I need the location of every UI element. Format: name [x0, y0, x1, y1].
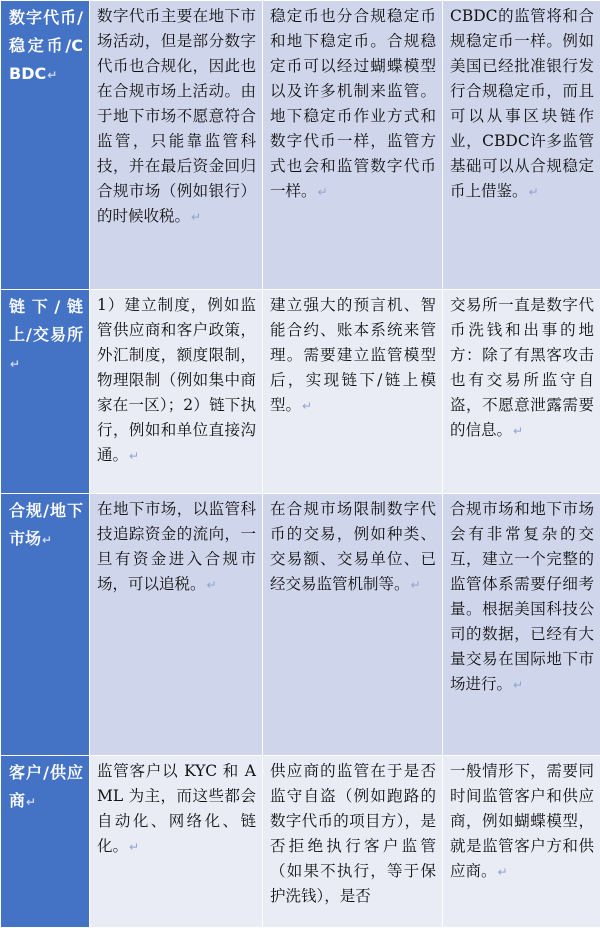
cell-text: 数字代币主要在地下市场活动，但是部分数字代币也合规化，因此也在合规市场上活动。由于地下市场不愿意符合监管，只能靠监管科技，并在最后资金回归合规市场（例如银行）的时候收税。	[97, 7, 256, 225]
cell-text: 监管客户以 KYC 和 AML 为主，而这些都会自动化、网络化、链化。	[97, 762, 256, 855]
cell-text: 1）建立制度，例如监管供应商和客户政策，外汇制度，额度限制，物理限制（例如集中商家在一区）；2）链下执行，例如和单位直接沟通。	[97, 296, 256, 464]
table-row	[1, 494, 600, 756]
row-header	[1, 756, 90, 928]
row-header-text: 客户/供应商	[9, 763, 83, 810]
table-cell	[263, 756, 443, 928]
cell-text: 建立强大的预言机、智能合约、账本系统来管理。需要建立监管模型后，实现链下/链上模型。	[270, 296, 436, 414]
cell-text: 供应商的监管在于是否监守自盗（例如跑路的数字代币的项目方），是否拒绝执行客户监管（如果不执行，等于保护洗钱），是否	[270, 762, 436, 905]
cell-text: CBDC的监管将和合规稳定币一样。例如美国已经批准银行发行合规稳定币，而且可以从事区块链作业，CBDC许多监管基础可以从合规稳定币上借鉴。	[450, 7, 594, 200]
paragraph-mark-icon: ↵	[207, 578, 217, 592]
row-header	[1, 290, 90, 494]
paragraph-mark-icon: ↵	[47, 68, 57, 82]
table-cell	[90, 290, 263, 494]
paragraph-mark-icon: ↵	[10, 357, 20, 371]
paragraph-mark-icon: ↵	[513, 678, 523, 692]
paragraph-mark-icon: ↵	[129, 449, 139, 463]
table-row	[1, 756, 600, 928]
row-header	[1, 1, 90, 290]
table-cell	[263, 290, 443, 494]
cell-text: 在合规市场限制数字代币的交易，例如种类、交易额、交易单位、已经交易监管机制等。	[270, 500, 436, 593]
table-cell	[90, 1, 263, 290]
table-cell	[263, 1, 443, 290]
cell-text: 在地下市场，以监管科技追踪资金的流向，一旦有资金进入合规市场，可以追税。	[97, 500, 256, 593]
table-cell	[443, 1, 600, 290]
table-cell	[443, 290, 600, 494]
paragraph-mark-icon: ↵	[513, 424, 523, 438]
row-header-text: 数字代币/稳定币/CBDC	[9, 8, 83, 83]
table-cell	[90, 494, 263, 756]
paragraph-mark-icon: ↵	[26, 795, 36, 809]
paragraph-mark-icon: ↵	[302, 399, 312, 413]
paragraph-mark-icon: ↵	[318, 185, 328, 199]
paragraph-mark-icon: ↵	[129, 840, 139, 854]
paragraph-mark-icon: ↵	[411, 578, 421, 592]
table-cell	[90, 756, 263, 928]
paragraph-mark-icon: ↵	[498, 865, 508, 879]
cell-text: 交易所一直是数字代币洗钱和出事的地方：除了有黑客攻击也有交易所监守自盗，不愿意泄露需要的信息。	[450, 296, 594, 439]
table-cell	[443, 494, 600, 756]
row-header-text: 合规/地下市场	[9, 501, 83, 548]
cell-text: 稳定币也分合规稳定币和地下稳定币。合规稳定币可以经过蝴蝶模型以及许多机制来监管。地下稳定币作业方式和数字代币一样，监管方式也会和监管数字代币一样。	[270, 7, 436, 200]
table-row	[1, 1, 600, 290]
table-cell	[443, 756, 600, 928]
cell-text: 合规市场和地下市场会有非常复杂的交互，建立一个完整的监管体系需要仔细考量。根据美国科技公司的数据，已经有大量交易在国际地下市场进行。	[450, 500, 594, 693]
row-header-text: 链下/链上/交易所	[9, 297, 83, 344]
paragraph-mark-icon: ↵	[191, 210, 201, 224]
cell-text: 一般情形下，需要同时间监管客户和供应商，例如蝴蝶模型，就是监管客户方和供应商。	[450, 762, 594, 880]
table-cell	[263, 494, 443, 756]
paragraph-mark-icon: ↵	[42, 533, 52, 547]
table-row	[1, 290, 600, 494]
paragraph-mark-icon: ↵	[529, 185, 539, 199]
row-header	[1, 494, 90, 756]
